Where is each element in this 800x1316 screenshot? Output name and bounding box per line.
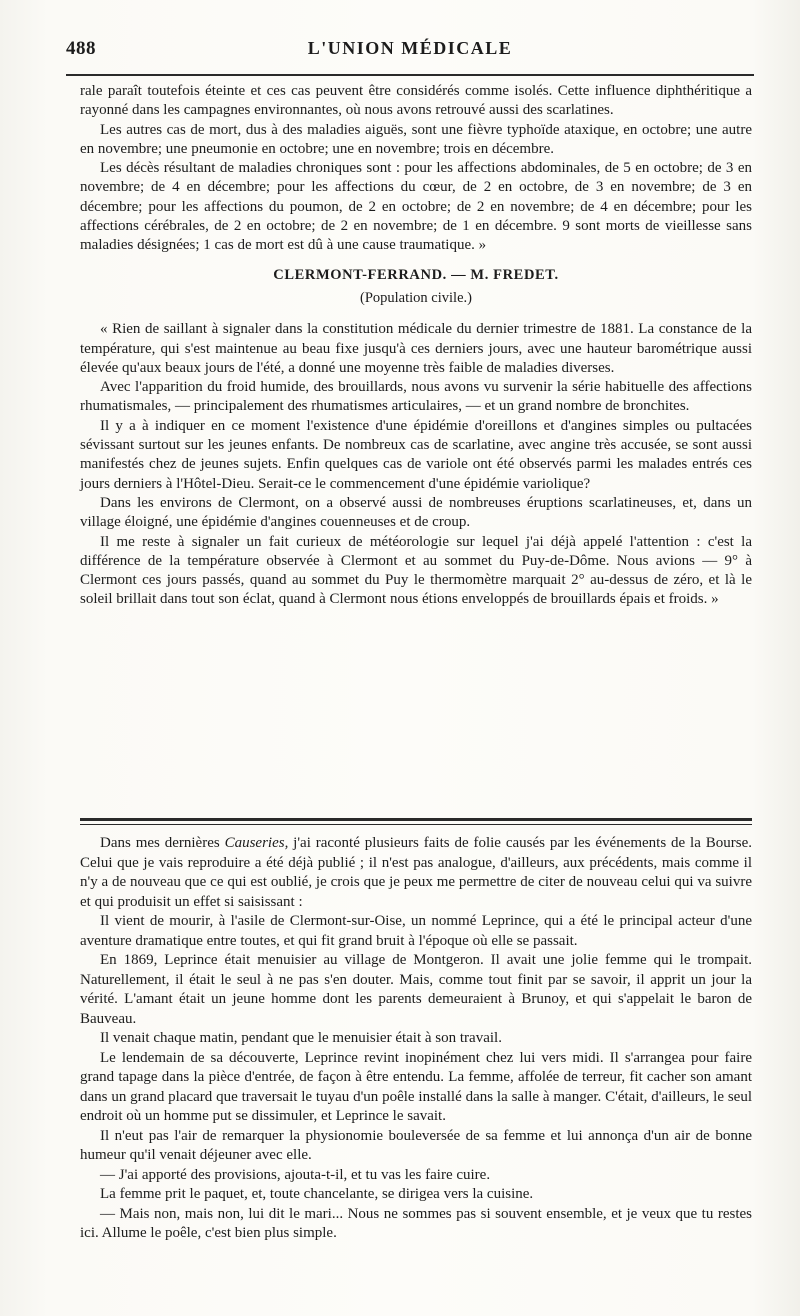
header-rule: [66, 74, 754, 76]
section-title: CLERMONT-FERRAND. — M. FREDET.: [273, 266, 559, 283]
paragraph: Le lendemain de sa découverte, Leprince revint inopinément chez lui vers midi. Il s'arrangea pour faire grand tapage dans la pièce d'entrée, de façon à être entendu. La femme, affolée de terreur, fit cacher son amant dans un grand placard que traversait le tuyau d'un poêle installé dans la salle à manger. C'était, d'ailleurs, le seul endroit où un homme put se dissimuler, et Leprince le savait.: [80, 1049, 752, 1124]
paragraph: — J'ai apporté des provisions, ajouta-t-il, et tu vas les faire cuire.: [100, 1166, 491, 1183]
paragraph: — Mais non, mais non, lui dit le mari... Nous ne sommes pas si souvent ensemble, et je veux que tu restes ici. Allume le poêle, c'est bien plus simple.: [80, 1205, 752, 1241]
intro-before: Dans mes dernières: [100, 835, 225, 851]
page-header: [66, 38, 754, 66]
separator-thick-rule: [80, 818, 752, 821]
running-title: L'UNION MÉDICALE: [307, 38, 513, 58]
page-number: 488: [66, 38, 96, 59]
separator-thin-rule: [80, 824, 752, 825]
paragraph: Dans les environs de Clermont, on a observé aussi de nombreuses éruptions scarlatineuses, et, dans un village éloigné, une épidémie d'angines couenneuses et de croup.: [80, 494, 752, 531]
feuilleton-text: [80, 834, 752, 1244]
section-subtitle: (Population civile.): [360, 289, 472, 306]
feuilleton-intro: [80, 834, 752, 912]
paragraph: En 1869, Leprince était menuisier au village de Montgeron. Il avait une jolie femme qui le trompait. Naturellement, il était le seul à ne pas s'en douter. Mais, comme tout finit par se savoir, il apprit un jour la vérité. L'amant était un jeune homme dont les parents demeuraient à Brunoy, et qui s'appelait le baron de Bauveau.: [80, 952, 752, 1027]
paragraph: rale paraît toutefois éteinte et ces cas peuvent être considérés comme isolés. Cette influence diphthéritique a rayonné dans les campagnes environnantes, où nous avons retrouvé aussi des scarlatines.: [80, 83, 752, 119]
paragraph: Il n'eut pas l'air de remarquer la physionomie bouleversée de sa femme et lui annonça d'un air de bonne humeur qu'il venait déjeuner avec elle.: [80, 1127, 752, 1163]
intro-italic: Causeries,: [224, 835, 289, 851]
feuilleton-separator: [80, 818, 752, 825]
intro-after: j'ai raconté plusieurs faits de folie causés par les événements de la Bourse. Celui que je vais reproduire a été déjà publié ; il n'est pas analogue, d'ailleurs, aux précédents, mais comme il n'y a de nouveau que ce qui est oublié, je crois que je peux me permettre de citer de nouveau celui qui va suivre et qui produisit un effet si saisissant :: [80, 835, 752, 910]
paragraph: Avec l'apparition du froid humide, des brouillards, nous avons vu survenir la série habituelle des affections rhumatismales, — principalement des rhumatismes articulaires, — et un grand nombre de bronchites.: [80, 379, 752, 415]
paragraph: Les autres cas de mort, dus à des maladies aiguës, sont une fièvre typhoïde ataxique, en octobre; une autre en novembre; une pneumonie en octobre; une en novembre; trois en décembre.: [80, 121, 752, 157]
paragraph: Les décès résultant de maladies chroniques sont : pour les affections abdominales, de 5 en octobre; de 3 en novembre; de 4 en décembre; pour les affections du cœur, de 2 en octobre, de 3 en novembre; de 3 en décembre; pour les affections du poumon, de 2 en octobre; de 2 en novembre; de 4 en décembre; pour les affections cérébrales, de 2 en octobre; de 2 en novembre; de 1 en décembre. 9 sont morts de vieillesse sans maladies désignées; 1 cas de mort est dû à une cause traumatique. »: [80, 160, 752, 254]
paragraph: « Rien de saillant à signaler dans la constitution médicale du dernier trimestre de 1881. La constance de la température, qui s'est maintenue au beau fixe jusqu'à ces derniers jours, avec une hauteur barométrique aussi élevée qu'aux beaux jours de l'été, a donné une moyenne très faible de maladies diverses.: [80, 321, 752, 376]
paragraph: La femme prit le paquet, et, toute chancelante, se dirigea vers la cuisine.: [100, 1186, 534, 1202]
paragraph: Il me reste à signaler un fait curieux de météorologie sur lequel j'ai déjà appelé l'attention : c'est la différence de la température observée à Clermont et au sommet du Puy-de-Dôme. Nous avions — 9° à Clermont ces jours passés, quand au sommet du Puy le thermomètre marquait 2° au-dessus de zéro, et là le soleil brillait dans tout son éclat, quand à Clermont nous étions enveloppés de brouillards épais et froids. »: [80, 533, 752, 608]
paragraph: Il venait chaque matin, pendant que le menuisier était à son travail.: [100, 1030, 502, 1046]
main-text: [80, 82, 752, 610]
paragraph: Il vient de mourir, à l'asile de Clermont-sur-Oise, un nommé Leprince, qui a été le principal acteur d'une aventure dramatique entre toutes, et qui fit grand bruit à l'époque où elle se passait.: [80, 913, 752, 949]
paragraph: Il y a à indiquer en ce moment l'existence d'une épidémie d'oreillons et d'angines simples ou pultacées sévissant surtout sur les jeunes enfants. De nombreux cas de scarlatine, avec angine très accusée, se sont aussi manifestés chez de jeunes sujets. Enfin quelques cas de variole ont été observés parmi les malades entrés ces jours derniers à l'Hôtel-Dieu. Serait-ce le commencement d'une épidémie variolique?: [80, 417, 752, 492]
